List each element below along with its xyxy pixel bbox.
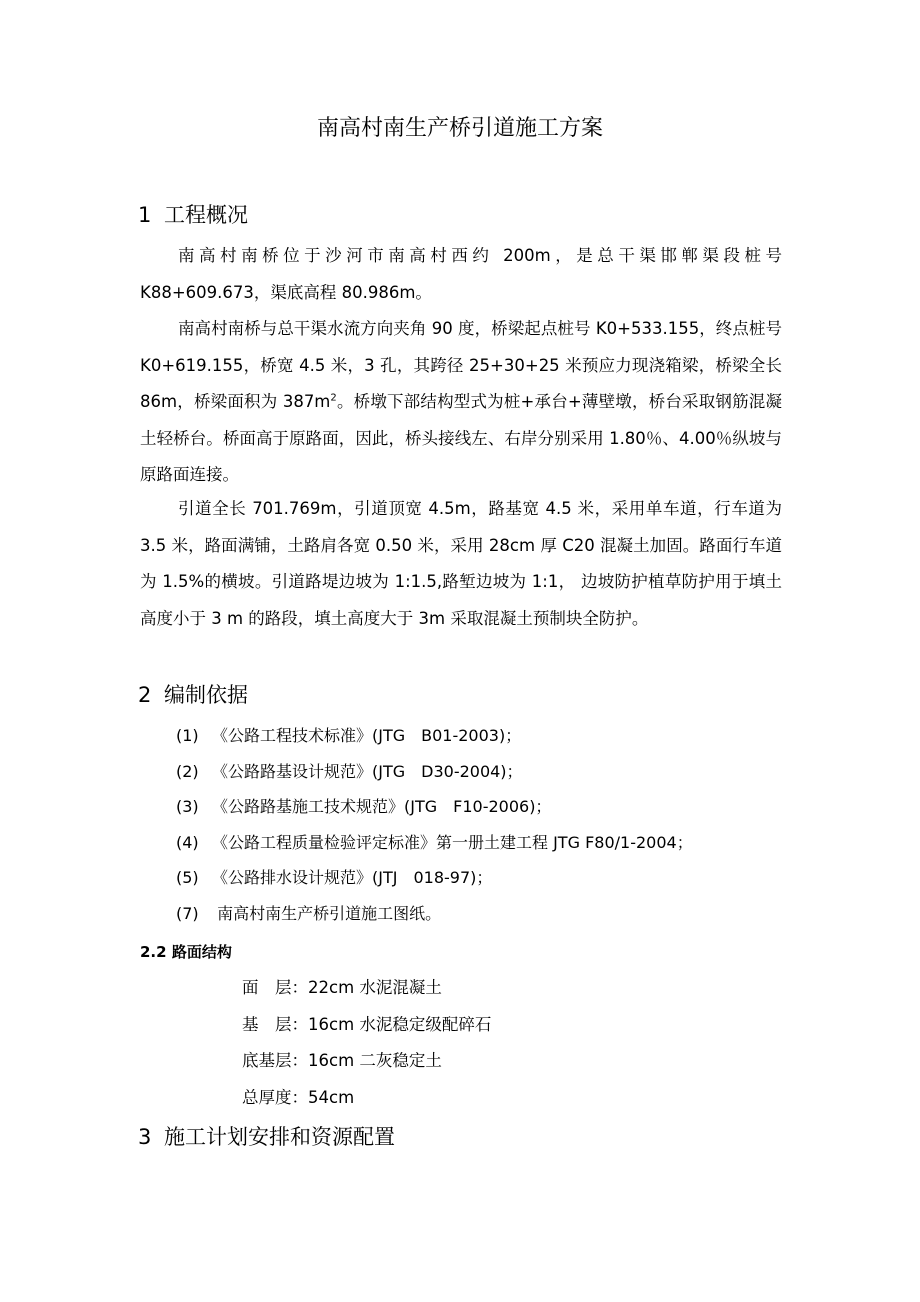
overview-paragraph-2 — [140, 311, 782, 494]
section-heading-2 — [138, 680, 248, 710]
list-item — [176, 860, 693, 896]
list-item — [176, 896, 693, 932]
list-item — [176, 754, 693, 790]
list-item-number: (3) — [176, 797, 199, 816]
paragraph-text: 。桥墩下部结构型式为桩+承台+薄壁墩，桥台采取钢筋混凝土轻桥台。桥面高于原路面，因此，桥头接线左、右岸分别采用 1.80％、4.00％纵坡与原路面连接。 — [140, 392, 782, 484]
subsection-title: 路面结构 — [171, 943, 232, 961]
pavement-layer: 基 层：16cm 水泥稳定级配碎石 — [242, 1014, 492, 1034]
list-item-text: 《公路排水设计规范》(JTJ 018-97)； — [212, 868, 493, 887]
subsection-number: 2.2 — [140, 943, 167, 961]
section-number: 1 — [138, 203, 152, 227]
section-heading-1 — [138, 200, 248, 230]
list-item-text: 《公路工程质量检验评定标准》第一册土建工程 JTG F80/1-2004； — [212, 832, 693, 852]
list-item-text: 《公路工程技术标准》(JTG B01-2003)； — [212, 726, 522, 745]
pavement-layer: 底基层：16cm 二灰稳定土 — [242, 1051, 442, 1070]
paragraph-text: 南高村南桥与总干渠水流方向夹角 90 度，桥梁起点桩号 K0+533.155，终点桩号 K0+619.155，桥宽 4.5 米，3 孔，其跨径 25+30+25 米预应力现浇箱梁，桥梁全长 86m，桥梁面积为 387m — [140, 319, 782, 411]
overview-paragraph-1: 南高村南桥位于沙河市南高村西约 200m，是总干渠邯郸渠段桩号K88+609.673，渠底高程 80.986m。 — [140, 246, 782, 302]
reference-list — [176, 718, 693, 931]
section-number: 2 — [138, 683, 152, 707]
list-item-text: 《公路路基施工技术规范》(JTG F10-2006)； — [212, 797, 552, 816]
document-title: 南高村南生产桥引道施工方案 — [316, 116, 603, 141]
pavement-structure-list — [242, 970, 491, 1116]
section-title: 工程概况 — [164, 203, 248, 227]
list-item — [176, 825, 693, 861]
subsection-heading — [140, 940, 232, 964]
list-item-number: (7) — [176, 903, 199, 923]
list-item-number: (2) — [176, 761, 199, 781]
list-item-number: (4) — [176, 832, 199, 852]
list-item-number: (1) — [176, 726, 199, 745]
list-item-text: 《公路路基设计规范》(JTG D30-2004)； — [212, 761, 523, 781]
superscript: 2 — [330, 392, 337, 404]
section-title: 编制依据 — [164, 683, 248, 707]
section-heading-3 — [138, 1122, 395, 1152]
pavement-total-thickness: 总厚度：54cm — [242, 1087, 355, 1107]
pavement-layer: 面 层：22cm 水泥混凝土 — [242, 978, 442, 997]
list-item-text: 南高村南生产桥引道施工图纸。 — [212, 903, 442, 923]
overview-paragraph-3: 引道全长 701.769m，引道顶宽 4.5m，路基宽 4.5 米，采用单车道，行车道为 3.5 米，路面满铺，土路肩各宽 0.50 米，采用 28cm 厚 C20 混凝土加固。路面行车道为 1.5%的横坡。引道路堤边坡为 1:1.5,路堑边坡为 1:1， 边坡防护植草防护用于填土高度小于 3 m 的路段，填土高度大于 3m 采取混凝土预制块全防护。 — [140, 499, 782, 628]
section-title: 施工计划安排和资源配置 — [164, 1125, 395, 1149]
list-item-number: (5) — [176, 868, 199, 887]
list-item — [176, 718, 693, 754]
section-number: 3 — [138, 1125, 152, 1149]
list-item — [176, 789, 693, 825]
